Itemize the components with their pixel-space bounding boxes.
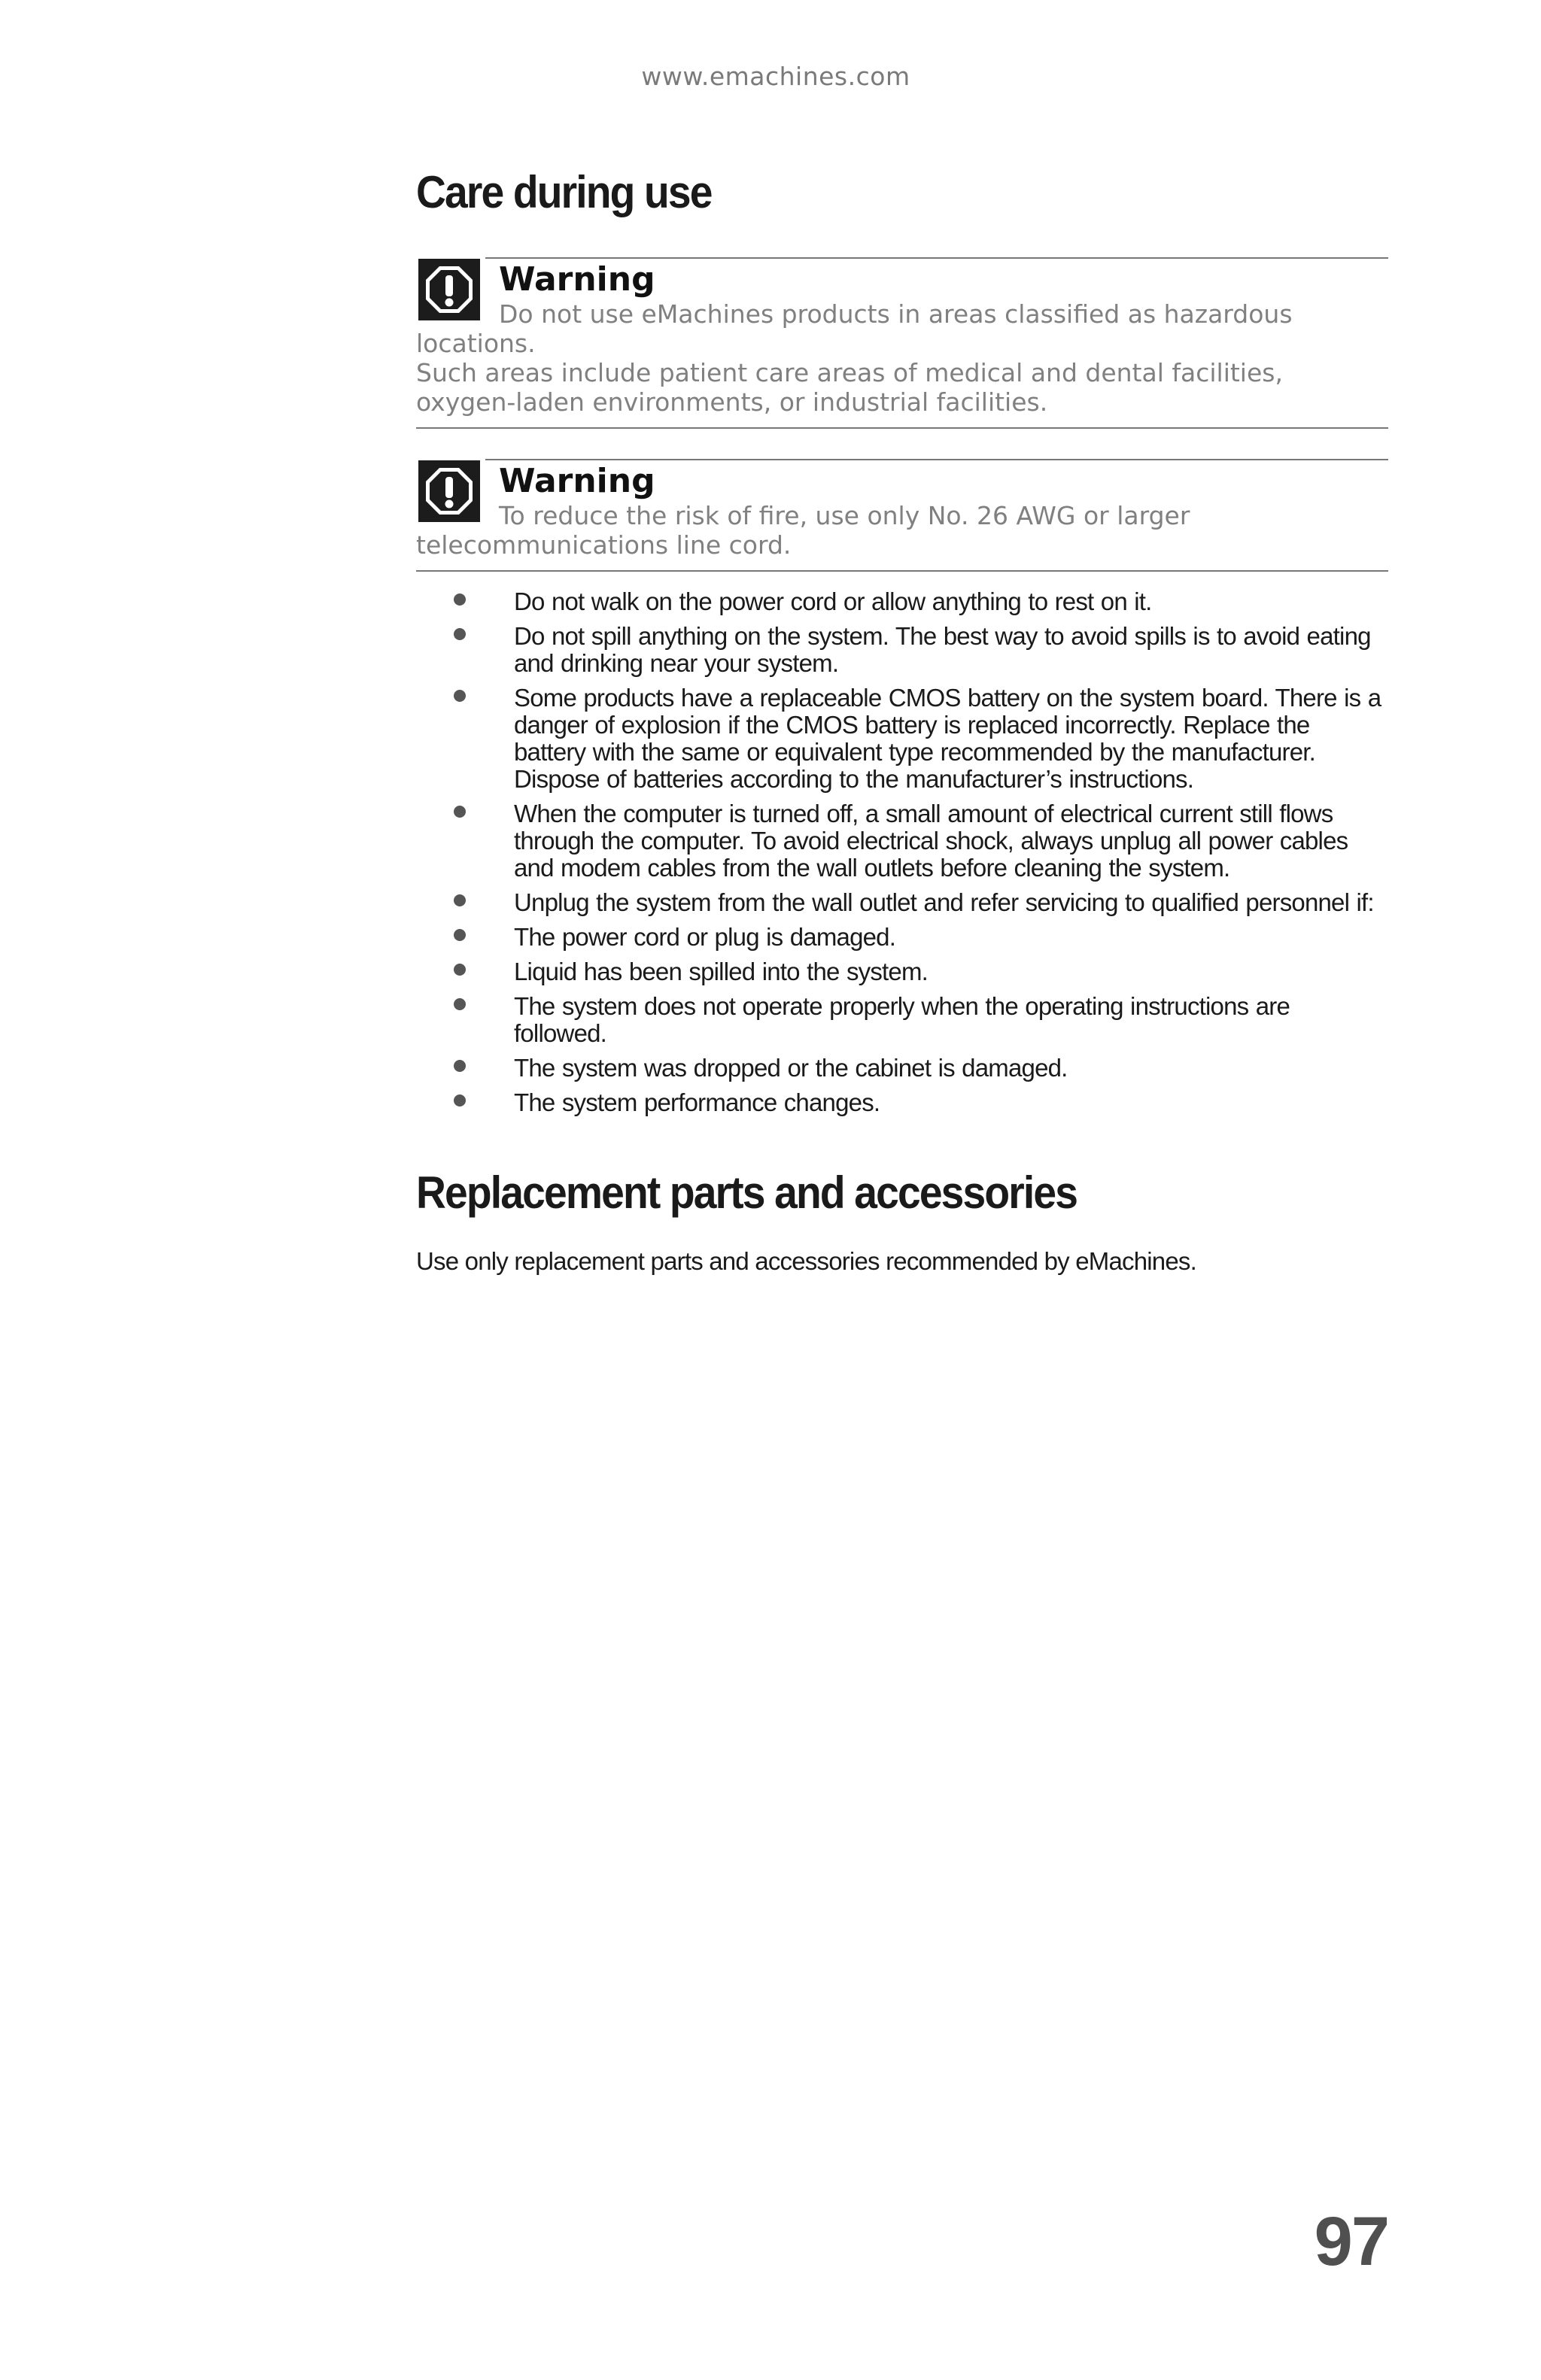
list-item: Do not spill anything on the system. The best way to avoid spills is to avoid eating and drinking near your system.	[416, 623, 1388, 677]
warning-text-line: To reduce the risk of fire, use only No. 26 AWG or larger	[499, 501, 1190, 530]
bullet-icon	[454, 964, 466, 976]
warning-box-hazardous	[416, 257, 1388, 429]
warning-text-line: Do not use eMachines products in areas classified as hazardous locations.	[416, 299, 1293, 358]
bullet-icon	[454, 628, 466, 640]
bullet-icon	[454, 593, 466, 606]
page-content	[416, 165, 1388, 1301]
warning-divider-top	[485, 257, 1388, 259]
list-item: Liquid has been spilled into the system.	[416, 958, 1388, 985]
page-number: 97	[1314, 2203, 1388, 2280]
list-item: Some products have a replaceable CMOS battery on the system board. There is a danger of explosion if the CMOS battery is replaced incorrectly. Replace the battery with the same or equivalent type recommended by the manufacturer. Dispose of batteries according to the manufacturer’s instructions.	[416, 685, 1388, 793]
list-item: The power cord or plug is damaged.	[416, 924, 1388, 951]
bullet-icon	[454, 894, 466, 906]
warning-text-line: Such areas include patient care areas of medical and dental facilities,	[416, 358, 1283, 387]
section-title-care: Care during use	[416, 167, 712, 217]
list-item: The system was dropped or the cabinet is damaged.	[416, 1055, 1388, 1082]
list-item: Do not walk on the power cord or allow anything to rest on it.	[416, 588, 1388, 615]
care-bullet-list	[416, 588, 1388, 1116]
list-item: The system performance changes.	[416, 1089, 1388, 1116]
warning-exclamation-icon	[418, 460, 480, 522]
warning-exclamation-icon	[418, 259, 480, 320]
bullet-icon	[454, 1060, 466, 1072]
replacement-body-text: Use only replacement parts and accessories recommended by eMachines.	[416, 1247, 1196, 1275]
warning-text	[416, 501, 1388, 570]
bullet-icon	[454, 690, 466, 702]
warning-text-line: oxygen-laden environments, or industrial facilities.	[416, 387, 1048, 417]
warning-box-fire	[416, 459, 1388, 572]
header-url: www.emachines.com	[641, 62, 910, 91]
list-item: When the computer is turned off, a small amount of electrical current still flows through the computer. To avoid electrical shock, always unplug all power cables and modem cables from the wall outlets before cleaning the system.	[416, 800, 1388, 882]
bullet-icon	[454, 806, 466, 818]
warning-heading: Warning	[499, 462, 655, 500]
section-title-replacement: Replacement parts and accessories	[416, 1167, 1077, 1218]
warning-text	[416, 299, 1388, 427]
bullet-icon	[454, 1094, 466, 1107]
list-item: Unplug the system from the wall outlet and refer servicing to qualified personnel if:	[416, 889, 1388, 916]
bullet-icon	[454, 929, 466, 941]
warning-divider-top	[485, 459, 1388, 460]
list-item: The system does not operate properly when the operating instructions are followed.	[416, 993, 1388, 1047]
bullet-icon	[454, 998, 466, 1010]
warning-heading: Warning	[499, 260, 655, 299]
warning-text-line: telecommunications line cord.	[416, 530, 792, 560]
